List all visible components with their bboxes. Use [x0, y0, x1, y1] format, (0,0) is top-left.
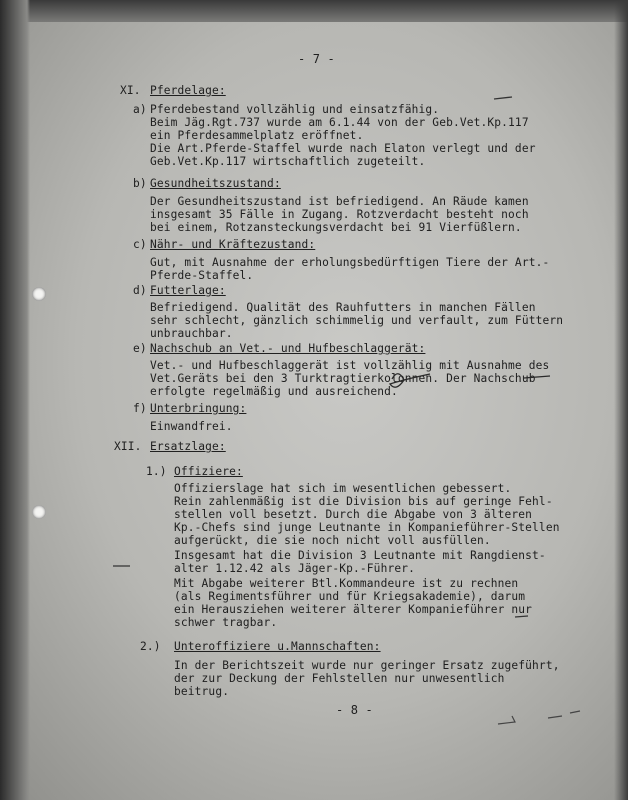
item-e-title: Nachschub an Vet.- und Hufbeschlaggerät: — [150, 342, 426, 355]
item-b-line: insgesamt 35 Fälle in Zugang. Rotzverdacht besteht noch — [150, 208, 529, 221]
sub-2-label: 2.) — [140, 640, 161, 653]
sub-1-line: schwer tragbar. — [174, 616, 278, 629]
sub-1-title: Offiziere: — [174, 465, 243, 478]
section-xii-number: XII. — [114, 440, 142, 453]
item-f-line: Einwandfrei. — [150, 420, 233, 433]
pencil-mark — [390, 374, 430, 387]
sub-1-line: Kp.-Chefs sind junge Leutnante in Kompanieführer-Stellen — [174, 521, 560, 534]
sub-2-line: In der Berichtszeit wurde nur geringer Ersatz zugeführt, — [174, 659, 560, 672]
item-c-line: Pferde-Staffel. — [150, 269, 254, 282]
item-d-label: d) — [133, 284, 147, 297]
item-b-line: bei einem, Rotzansteckungsverdacht bei 91 Vierfüßlern. — [150, 221, 522, 234]
pencil-mark — [498, 711, 580, 724]
section-xi-number: XI. — [120, 84, 141, 97]
item-a-line: Die Art.Pferde-Staffel wurde nach Elaton verlegt und der — [150, 142, 536, 155]
item-b-line: Der Gesundheitszustand ist befriedigend. An Räude kamen — [150, 195, 529, 208]
item-d-title: Futterlage: — [150, 284, 226, 297]
sub-1-line: Mit Abgabe weiterer Btl.Kommandeure ist zu rechnen — [174, 577, 519, 590]
sub-2-line: beitrug. — [174, 685, 230, 698]
section-xii-title: Ersatzlage: — [150, 440, 226, 453]
sub-1-line: Rein zahlenmäßig ist die Division bis auf geringe Fehl- — [174, 495, 553, 508]
item-d-line: sehr schlecht, gänzlich schimmelig und verfault, zum Füttern — [150, 314, 564, 327]
item-d-line: unbrauchbar. — [150, 327, 233, 340]
item-e-line: erfolgte regelmäßig und ausreichend. — [150, 385, 398, 398]
sub-1-line: aufgerückt, die sie noch nicht voll ausfüllen. — [174, 534, 491, 547]
sub-1-line: alter 1.12.42 als Jäger-Kp.-Führer. — [174, 562, 415, 575]
item-a-line: Beim Jäg.Rgt.737 wurde am 6.1.44 von der Geb.Vet.Kp.117 — [150, 116, 529, 129]
pencil-mark — [494, 97, 512, 99]
item-c-line: Gut, mit Ausnahme der erholungsbedürftigen Tiere der Art.- — [150, 256, 550, 269]
sub-1-line: (als Regimentsführer und für Kriegsakademie), darum — [174, 590, 526, 603]
page-number-bottom: - 8 - — [336, 703, 373, 717]
item-a-line: Pferdebestand vollzählig und einsatzfähig. — [150, 103, 440, 116]
item-d-line: Befriedigend. Qualität des Rauhfutters in manchen Fällen — [150, 301, 536, 314]
item-e-label: e) — [133, 342, 147, 355]
pencil-mark — [524, 376, 550, 378]
sub-2-line: der zur Deckung der Fehlstellen nur unwesentlich — [174, 672, 505, 685]
item-c-label: c) — [133, 238, 147, 251]
sub-1-line: Insgesamt hat die Division 3 Leutnante mit Rangdienst- — [174, 549, 546, 562]
item-e-line: Vet.- und Hufbeschlaggerät ist vollzählig mit Ausnahme des — [150, 359, 550, 372]
item-b-label: b) — [133, 177, 147, 190]
sub-1-label: 1.) — [146, 465, 167, 478]
item-b-title: Gesundheitszustand: — [150, 177, 281, 190]
item-f-title: Unterbringung: — [150, 402, 247, 415]
pencil-mark — [515, 616, 528, 617]
sub-1-line: Offizierslage hat sich im wesentlichen gebessert. — [174, 482, 512, 495]
item-f-label: f) — [133, 402, 147, 415]
item-a-line: ein Pferdesammelplatz eröffnet. — [150, 129, 364, 142]
item-a-line: Geb.Vet.Kp.117 wirtschaftlich zugeteilt. — [150, 155, 426, 168]
item-c-title: Nähr- und Kräftezustand: — [150, 238, 316, 251]
section-xi-title: Pferdelage: — [150, 84, 226, 97]
sub-1-line: ein Herausziehen weiterer älterer Kompanieführer nur — [174, 603, 533, 616]
sub-1-line: stellen voll besetzt. Durch die Abgabe von 3 älteren — [174, 508, 533, 521]
page-number-top: - 7 - — [298, 52, 335, 66]
item-e-line: Vet.Geräts bei den 3 Turktragtierkolonnen. Der Nachschub — [150, 372, 536, 385]
sub-2-title: Unteroffiziere u.Mannschaften: — [174, 640, 381, 653]
item-a-label: a) — [133, 103, 147, 116]
